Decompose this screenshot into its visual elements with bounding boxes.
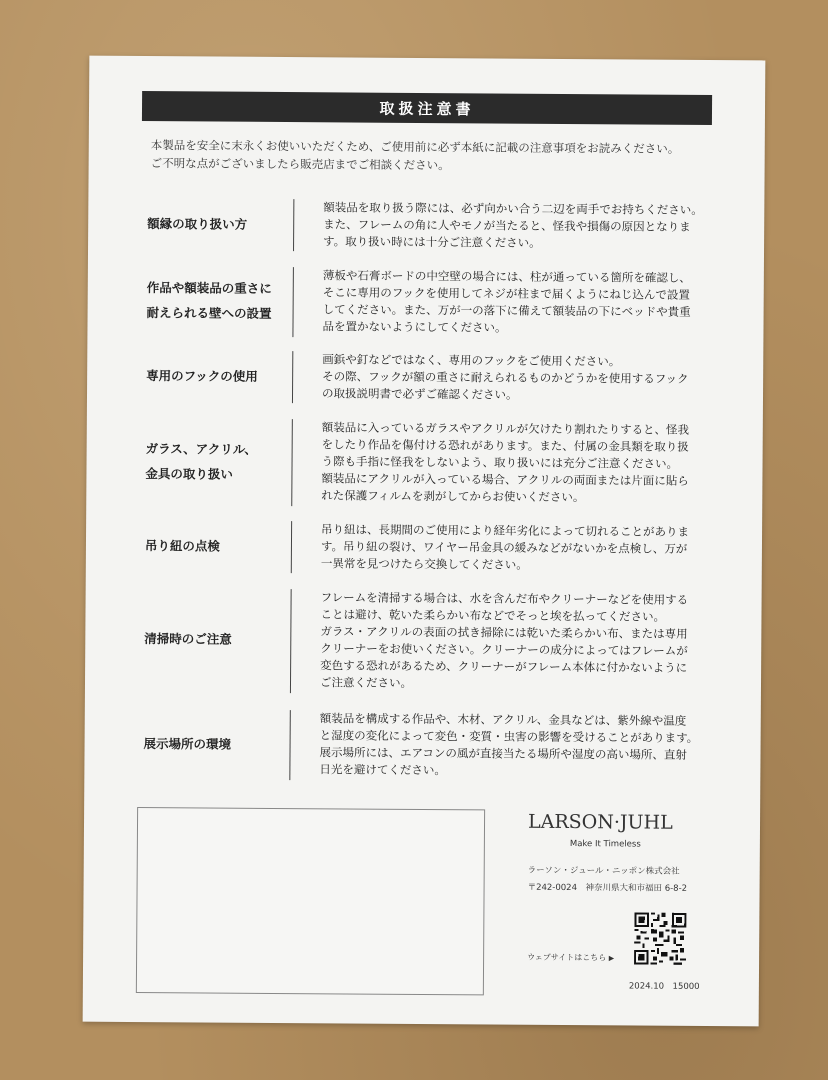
section-body: 吊り紐は、長期間のご使用により経年劣化によって切れることがありま す。吊り紐の裂け、ワイヤー吊金具の緩みなどがないかを点検し、万が 一異常を見つけたら交換してください。 bbox=[320, 522, 690, 572]
arrow-right-icon: ▶ bbox=[608, 954, 615, 963]
brand-tagline: Make It Timeless bbox=[569, 839, 641, 850]
brand-block bbox=[528, 811, 709, 894]
section-divider bbox=[292, 351, 294, 403]
section-label: 清掃時のご注意 bbox=[144, 631, 232, 647]
section-label: 展示場所の環境 bbox=[143, 736, 232, 752]
section-label: 専用のフックの使用 bbox=[146, 368, 258, 384]
section-divider bbox=[292, 267, 294, 337]
section-display-environment bbox=[137, 709, 712, 783]
retailer-stamp-box bbox=[136, 807, 485, 995]
section-divider bbox=[291, 521, 293, 573]
section-divider bbox=[291, 419, 293, 506]
section-wall-installation bbox=[140, 266, 715, 340]
print-code: 2024.10 15000 bbox=[628, 981, 700, 992]
section-body: 額装品に入っているガラスやアクリルが欠けたり割れたりすると、怪我 をしたり作品を傷付ける恐れがあります。また、付属の金具類を取り扱 う際も手指に怪我をしないよう、取り扱いには充分ご注意ください。 額装品にアクリルが入っている場合、アクリルの両面または片面に貼ら れた保護フィルムを剥がしてからお使いください。 bbox=[321, 420, 690, 505]
section-hook-usage bbox=[140, 350, 715, 406]
section-label: 吊り紐の点検 bbox=[144, 538, 221, 554]
section-label: 作品や額装品の重さに 耐えられる壁への設置 bbox=[146, 280, 272, 321]
section-cleaning bbox=[138, 588, 714, 696]
website-link[interactable] bbox=[527, 952, 614, 964]
section-body: フレームを清掃する場合は、水を含んだ布やクリーナーなどを使用する ことは避け、乾いた柔らかい布などでそっと埃を払ってください。 ガラス・アクリルの表面の拭き掃除には乾いた柔らかい布、または専用 クリーナーをお使いください。クリーナーの成分によってはフレームが 変色する恐れがあるため、クリーナーがフレーム本体に付かないように ご注意ください。 bbox=[319, 590, 689, 691]
website-label: ウェブサイトはこちら bbox=[527, 952, 607, 963]
page-title: 取扱注意書 bbox=[142, 91, 712, 125]
instruction-sheet bbox=[83, 56, 766, 1027]
section-body: 薄板や石膏ボードの中空壁の場合には、柱が通っている箇所を確認し、 そこに専用のフックを使用してネジが柱まで届くようにねじ込んで設置 してください。また、万が一の落下に備えて額装品の下にベッドや貴重 品を置かないようにしてください。 bbox=[322, 268, 691, 335]
section-divider bbox=[289, 710, 291, 780]
section-body: 額装品を構成する作品や、木材、アクリル、金具などは、紫外線や温度 と湿度の変化によって変色・変質・虫害の影響を受けることがあります。 展示場所には、エアコンの風が直接当たる場所や湿度の高い場所、直射 日光を避けてください。 bbox=[319, 711, 699, 778]
section-hanging-cord bbox=[139, 520, 714, 576]
section-body: 画鋲や釘などではなく、専用のフックをご使用ください。 その際、フックが額の重さに耐えられるものかどうかを使用するフック の取扱説明書で必ずご確認ください。 bbox=[321, 352, 689, 402]
section-glass-acrylic bbox=[139, 418, 715, 509]
section-label: 額縁の取り扱い方 bbox=[147, 216, 248, 232]
section-divider bbox=[293, 199, 295, 251]
section-label: ガラス、アクリル、 金具の取り扱い bbox=[145, 441, 257, 482]
section-frame-handling bbox=[141, 198, 716, 254]
intro-text bbox=[151, 136, 711, 176]
intro-line: 本製品を安全に末永くお使いいただくため、ご使用前に必ず本紙に記載の注意事項をお読みください。 bbox=[150, 138, 680, 156]
qr-code-icon[interactable] bbox=[634, 912, 686, 964]
company-address: 〒242-0024 神奈川県大和市福田 6-8-2 bbox=[527, 882, 688, 894]
section-divider bbox=[290, 589, 292, 693]
brand-logo: LARSON·JUHL bbox=[527, 810, 673, 834]
intro-line: ご不明な点がございましたら販売店までご相談ください。 bbox=[150, 156, 450, 173]
section-body: 額装品を取り扱う際には、必ず向かい合う二辺を両手でお持ちください。 また、フレームの角に人やモノが当たると、怪我や損傷の原因となりま す。取り扱い時には十分ご注意ください。 bbox=[323, 200, 703, 250]
company-name: ラーソン・ジュール・ニッポン株式会社 bbox=[527, 865, 680, 877]
